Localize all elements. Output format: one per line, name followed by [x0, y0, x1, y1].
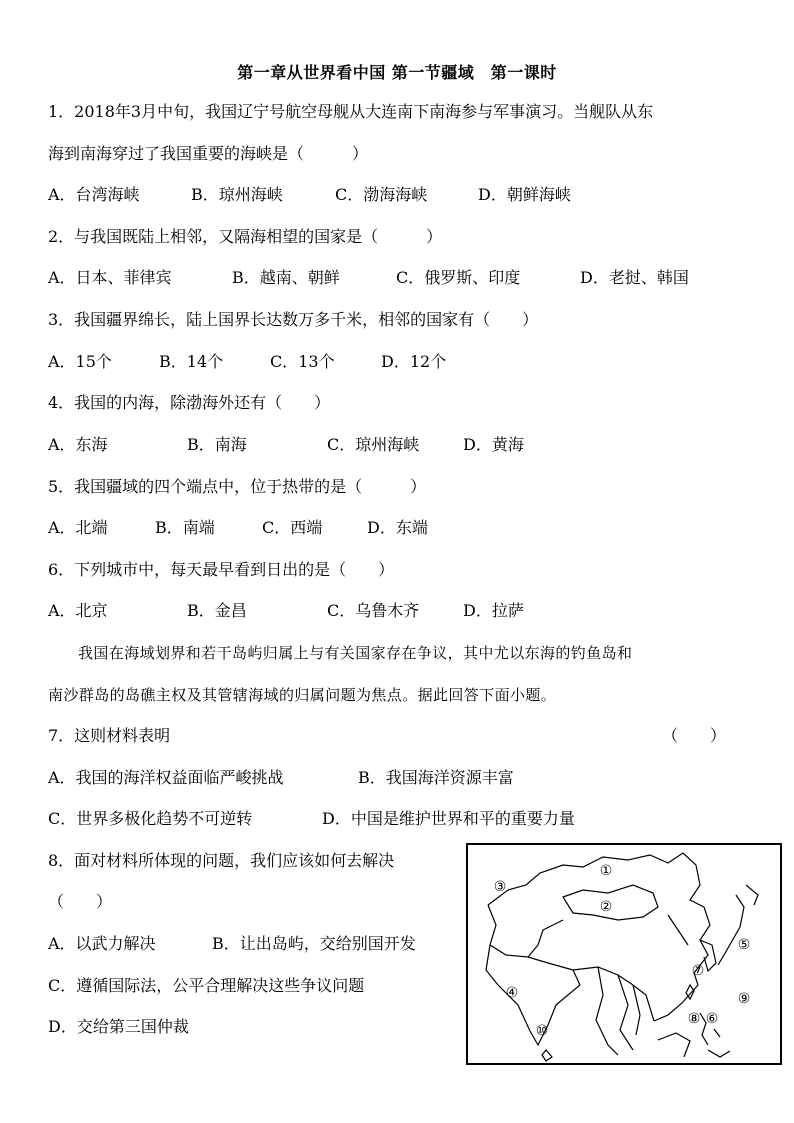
q3-line-1: 3．我国疆界绵长，陆上国界长达数万多千米，相邻的国家有（ ） — [48, 310, 539, 329]
q2-option-b: B．越南、朝鲜 — [232, 268, 340, 287]
map-indochina — [596, 967, 640, 1055]
map-western-border — [488, 905, 654, 1021]
map-label-6: ⑥ — [705, 1011, 719, 1027]
q7-option-b: B．我国海洋资源丰富 — [358, 768, 514, 787]
q5-option-a: A．北端 — [48, 518, 108, 537]
q2-line-1: 2．与我国既陆上相邻，又隔海相望的国家是（ ） — [48, 227, 443, 246]
map-label-10: ⑩ — [535, 1023, 549, 1039]
q8-stem: 8．面对材料所体现的问题，我们应该如何去解决 — [48, 851, 395, 870]
q1-line-1: 1．2018年3月中旬，我国辽宁号航空母舰从大连南下南海参与军事演习。当舰队从东 — [48, 102, 654, 121]
q4-option-a: A．东海 — [48, 435, 108, 454]
q2-option-c: C．俄罗斯、印度 — [396, 268, 521, 287]
q1-option-a: A．台湾海峡 — [48, 185, 140, 204]
map-label-1: ① — [599, 863, 613, 879]
q6-option-d: D．拉萨 — [463, 601, 524, 620]
passage-line-2: 南沙群岛的岛礁主权及其管辖海域的归属问题为焦点。据此回答下面小题。 — [48, 686, 557, 704]
q7-answer-paren: （ ） — [662, 726, 727, 745]
q5-option-b: B．南端 — [155, 518, 215, 537]
q7-option-a: A．我国的海洋权益面临严峻挑战 — [48, 768, 284, 787]
q7-stem: 7．这则材料表明 — [48, 726, 171, 745]
q6-option-b: B．金昌 — [187, 601, 247, 620]
q1-option-c: C．渤海海峡 — [335, 185, 428, 204]
map-label-5: ⑤ — [737, 937, 751, 953]
q8-option-a: A．以武力解决 — [48, 934, 156, 953]
map-northern-border — [488, 853, 704, 907]
q2-option-a: A．日本、菲律宾 — [48, 268, 172, 287]
map-india — [486, 945, 580, 1045]
q4-option-b: B．南海 — [187, 435, 247, 454]
q1-option-b: B．琼州海峡 — [191, 185, 283, 204]
q7-option-c: C．世界多极化趋势不可逆转 — [48, 809, 253, 828]
passage-line-1: 我国在海域划界和若干岛屿归属上与有关国家存在争议，其中尤以东海的钓鱼岛和 — [78, 644, 633, 662]
q4-option-d: D．黄海 — [463, 435, 524, 454]
q6-option-a: A．北京 — [48, 601, 108, 620]
q3-option-a: A．15个 — [48, 352, 112, 371]
q3-option-c: C．13个 — [270, 352, 335, 371]
q8-option-c: C．遵循国际法，公平合理解决这些争议问题 — [48, 976, 365, 995]
q1-line-2: 海到南海穿过了我国重要的海峡是（ ） — [48, 144, 369, 163]
map-inner-border-1 — [528, 915, 688, 957]
q3-option-b: B．14个 — [159, 352, 224, 371]
q6-line-1: 6．下列城市中，每天最早看到日出的是（ ） — [48, 560, 395, 579]
q5-option-c: C．西端 — [262, 518, 323, 537]
asia-map — [466, 843, 782, 1065]
q5-line-1: 5．我国疆域的四个端点中，位于热带的是（ ） — [48, 477, 427, 496]
map-label-9: ⑨ — [737, 991, 751, 1007]
q2-option-d: D．老挝、韩国 — [580, 268, 689, 287]
q4-line-1: 4．我国的内海，除渤海外还有（ ） — [48, 393, 331, 412]
map-sri-lanka — [542, 1050, 552, 1061]
q8-answer-paren: （ ） — [48, 892, 113, 911]
map-label-2: ② — [599, 899, 613, 915]
q6-option-c: C．乌鲁木齐 — [327, 601, 420, 620]
q7-option-d: D．中国是维护世界和平的重要力量 — [322, 809, 575, 828]
map-label-3: ③ — [493, 879, 507, 895]
q5-option-d: D．东端 — [367, 518, 428, 537]
page-title: 第一章从世界看中国 第一节疆域 第一课时 — [237, 63, 557, 82]
q8-option-b: B．让出岛屿，交给别国开发 — [212, 934, 416, 953]
q1-option-d: D．朝鲜海峡 — [478, 185, 571, 204]
map-label-8: ⑧ — [687, 1011, 701, 1027]
q4-option-c: C．琼州海峡 — [327, 435, 420, 454]
q8-option-d: D．交给第三国仲裁 — [48, 1017, 189, 1036]
map-label-4: ④ — [505, 985, 519, 1001]
q3-option-d: D．12个 — [381, 352, 447, 371]
map-label-7: ⑦ — [691, 963, 705, 979]
map-japan — [718, 885, 758, 965]
